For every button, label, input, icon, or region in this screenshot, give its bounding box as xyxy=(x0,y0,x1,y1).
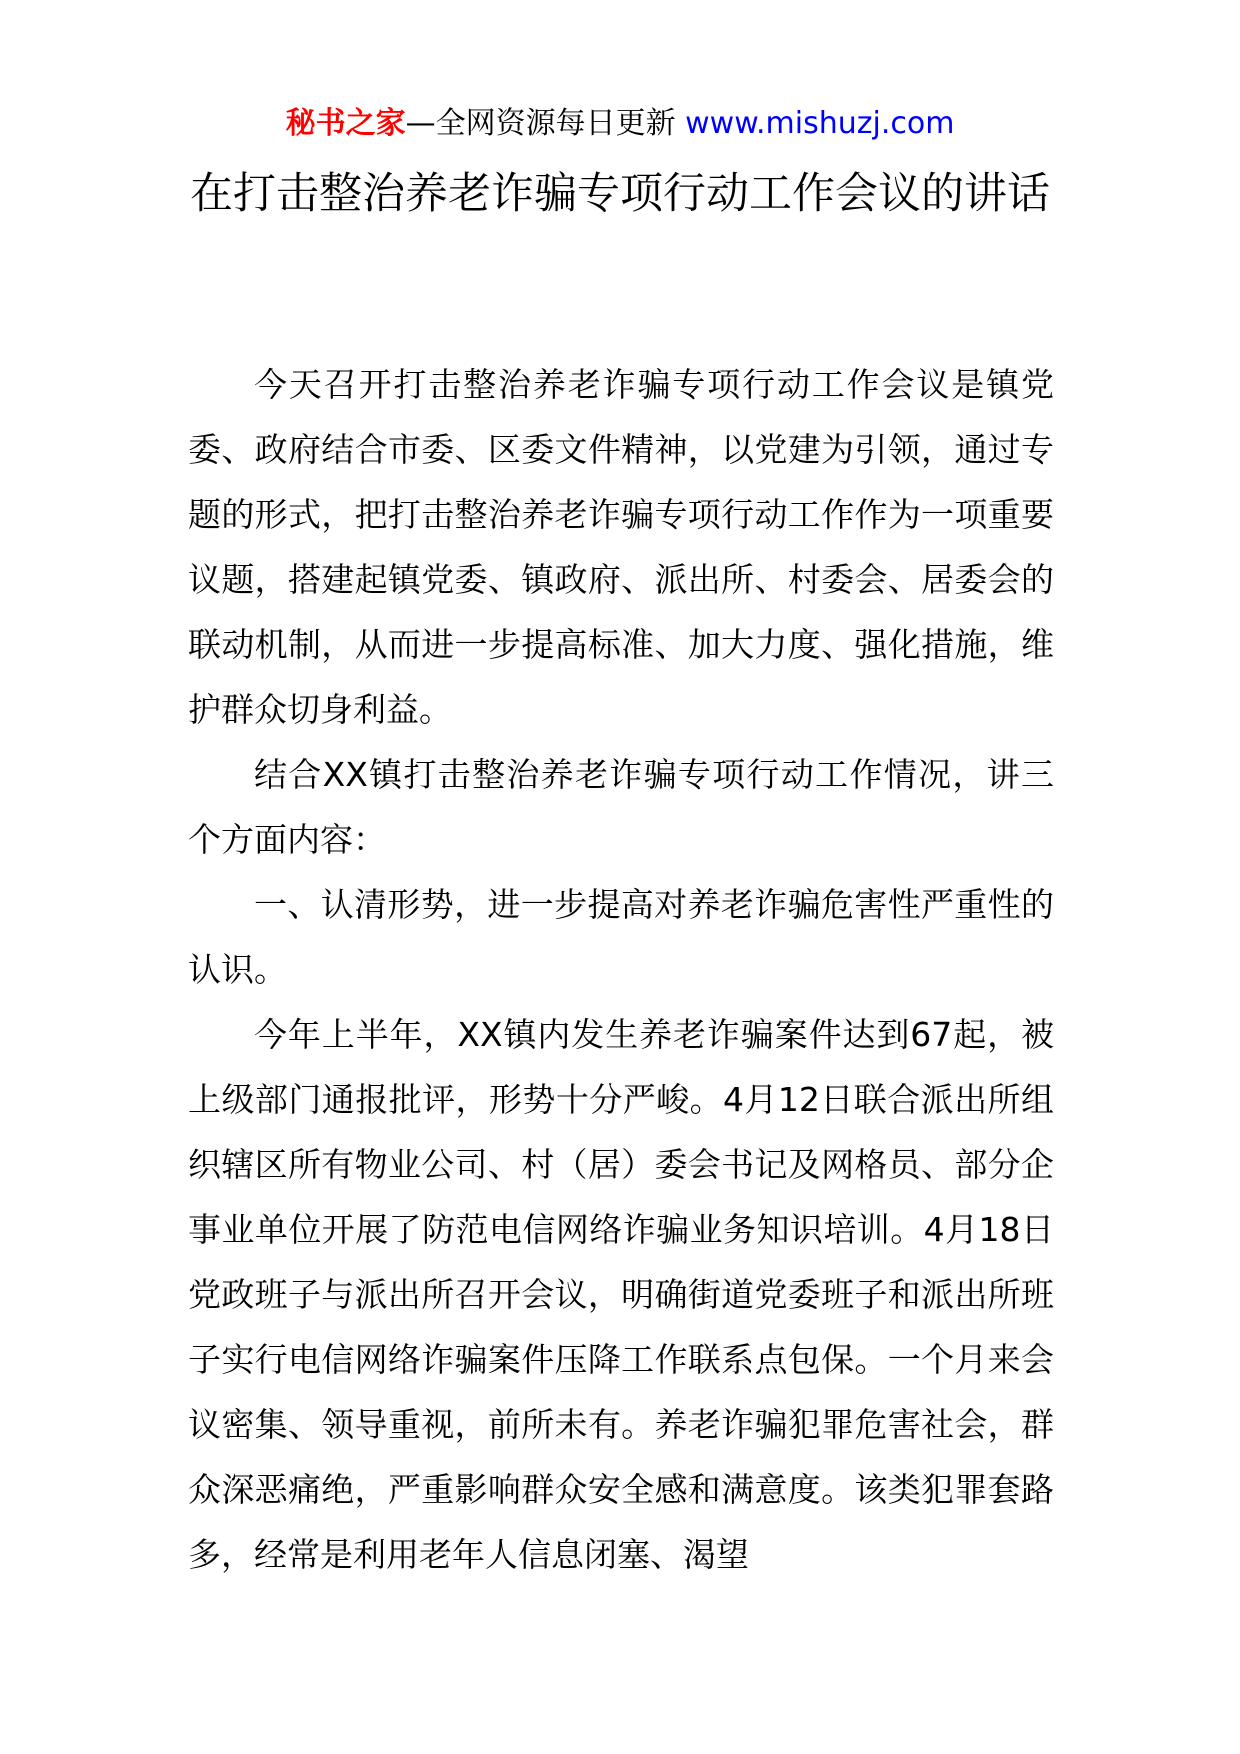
paragraph-intro: 今天召开打击整治养老诈骗专项行动工作会议是镇党委、政府结合市委、区委文件精神，以党建为引领，通过专题的形式，把打击整治养老诈骗专项行动工作作为一项重要议题，搭建起镇党委、镇政府、派出所、村委会、居委会的联动机制，从而进一步提高标准、加大力度、强化措施，维护群众切身利益。 xyxy=(188,365,1054,729)
document-body xyxy=(188,352,1054,1587)
document-title: 在打击整治养老诈骗专项行动工作会议的讲话 xyxy=(190,169,1050,219)
brand-name: 秘书之家 xyxy=(285,106,406,141)
site-url-link[interactable]: www.mishuzj.com xyxy=(685,106,955,141)
site-header xyxy=(0,104,1240,144)
section-heading-1: 一、认清形势，进一步提高对养老诈骗危害性严重性的认识。 xyxy=(188,885,1054,989)
paragraph-situation: 今年上半年，XX镇内发生养老诈骗案件达到67起，被上级部门通报批评，形势十分严峻。4月12日联合派出所组织辖区所有物业公司、村（居）委会书记及网格员、部分企事业单位开展了防范电信网络诈骗业务知识培训。4月18日党政班子与派出所召开会议，明确街道党委班子和派出所班子实行电信网络诈骗案件压降工作联系点包保。一个月来会议密集、领导重视，前所未有。养老诈骗犯罪危害社会，群众深恶痛绝，严重影响群众安全感和满意度。该类犯罪套路多，经常是利用老年人信息闭塞、渴望 xyxy=(188,1015,1054,1574)
site-tagline: —全网资源每日更新 xyxy=(405,106,686,141)
paragraph-outline: 结合XX镇打击整治养老诈骗专项行动工作情况，讲三个方面内容： xyxy=(188,755,1054,859)
